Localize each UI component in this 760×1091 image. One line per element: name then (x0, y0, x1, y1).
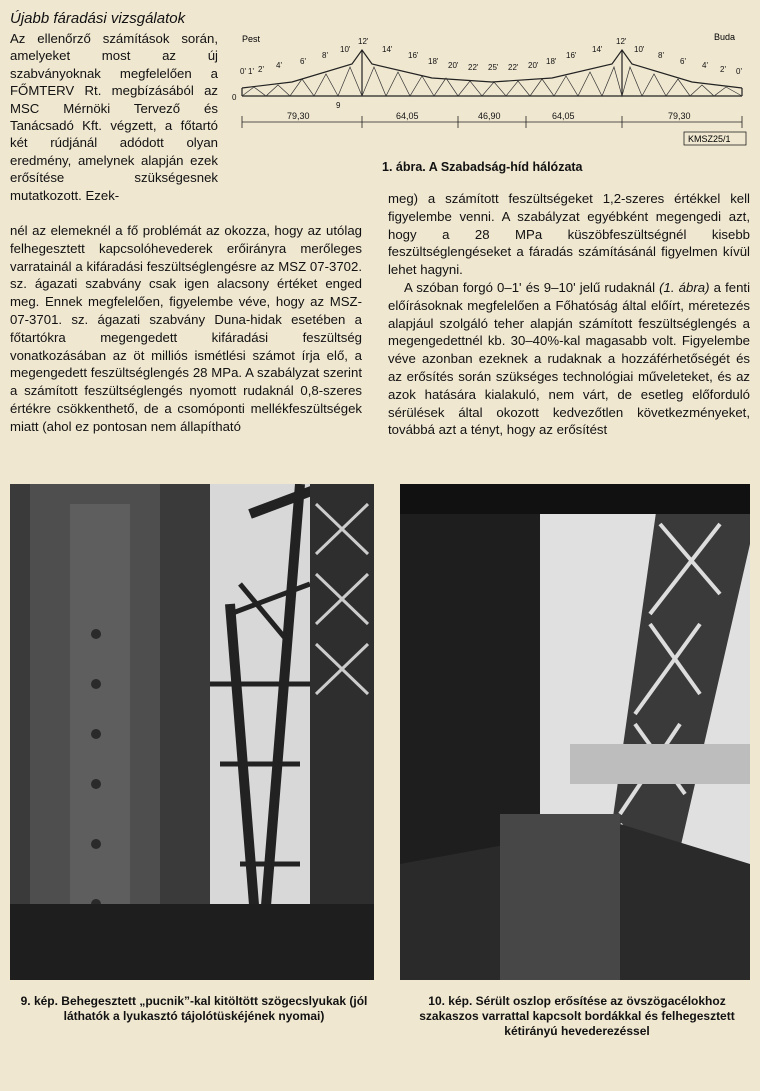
span-label: 46,90 (478, 111, 501, 121)
photo-column-reinforcement (400, 484, 750, 980)
node-label: 6' (680, 57, 686, 66)
section-title: Újabb fáradási vizsgálatok (10, 10, 186, 27)
lead-paragraph-continued: nél az elemeknél a fő problémát az okozza, hogy az utólag felhegesztett kapcsolóhevederek erőirányra merőleges varratainál a kifáradási feszültséglengésre az MSZ 07-3702. sz. ágazati szabvány csak igen alacsony értéket enged meg. Ennek megfelelően, figyelembe véve, hogy az MSZ-07-3701. sz. ágazati szabvány Duna-hidak esetében a főtartókra megengedett kifáradási feszültség vonatkozásában az öt milliós ismétlési számot írja elő, a megengedett feszültséglengés 28 MPa. A szabályzat szerint a számított feszültséglengés nyomott rudaknál 0,8-szeres értékre csökkenthető, de a csomóponti mellékfeszültségek miatt (ahol ez pontosan nem állapítható (10, 223, 362, 434)
node-label: 20' (528, 61, 539, 70)
node-label: 6' (300, 57, 306, 66)
node-label: 16' (566, 51, 577, 60)
span-label: 79,30 (668, 111, 691, 121)
node-label: 0' (736, 67, 742, 76)
span-label: 64,05 (396, 111, 419, 121)
truss-lines (242, 50, 742, 96)
node-label: 8' (322, 51, 328, 60)
bridge-network-diagram (232, 28, 752, 168)
pest-label: Pest (242, 34, 261, 44)
figure-reference: (1. ábra) (659, 279, 710, 295)
node-label: 22' (468, 63, 479, 72)
photo-welded-rivet-holes (10, 484, 374, 980)
right-paragraph-1: meg) a számított feszültségeket 1,2-szeres értékkel kell figyelembe venni. A szabályzat egyébként megengedi azt, hogy a 28 MPa küszöbfeszültségnél kisebb feszültséglengéseket a fáradás számításánál figyelmen kívül lehet hagyni. (388, 191, 750, 278)
node-labels (232, 37, 742, 110)
photo-caption-right: 10. kép. Sérült oszlop erősítése az övszögacélokhoz szakaszos varrattal kapcsolt bordákkal és felhegesztett kétirányú hevederezéssel (419, 994, 735, 1038)
node-label: 18' (428, 57, 439, 66)
node-label: 22' (508, 63, 519, 72)
node-label: 25' (488, 63, 499, 72)
node-label: 14' (382, 45, 393, 54)
node-label: 10' (340, 45, 351, 54)
right-paragraph-2 (388, 279, 750, 439)
node-label: 2' (720, 65, 726, 74)
node-label: 16' (408, 51, 419, 60)
node-label: 14' (592, 45, 603, 54)
lead-paragraph: Az ellenőrző számítások során, amelyeket most az új szabványoknak megfelelően a FŐMTERV Rt. megbízásából az MSC Mérnöki Tervező és Tanácsadó Kft. végzett, a főtartó két rúdjánál adódott olyan eredmény, amelynek alapján ezek erősítése szükségesnek mutatkozott. Ezek- (10, 31, 218, 203)
node-label-bottom: 0 (232, 93, 237, 102)
photo-caption-left: 9. kép. Behegesztett „pucnik”-kal kitöltött szögecslyukak (jól láthatók a lyukasztó tájolótüskéjének nyomai) (20, 994, 368, 1023)
code-box-label: KMSZ25/1 (688, 134, 731, 144)
span-label: 64,05 (552, 111, 575, 121)
node-label: 18' (546, 57, 557, 66)
right-paragraph-2-rest: a fenti előírásoknak megfelelően a Főhatóság által előírt, méretezés alapjául szolgáló teher alapján számított feszültséglengés a megengedettnél kb. 30–40%-kal magasabb volt. Figyelembe véve azonban ezeknek a rudaknak a hozzáférhetőségét és az erősítés során szükséges technológiai műveleteket, és az azok hatására kialakuló, nem várt, de esetleg előforduló sérülések által okozott kedvezőtlen következményeket, továbbá azt a tényt, hogy az erősítést (388, 279, 750, 438)
node-label: 1' (248, 67, 254, 76)
node-label: 4' (702, 61, 708, 70)
figure-caption: 1. ábra. A Szabadság-híd hálózata (382, 160, 583, 174)
node-label: 4' (276, 61, 282, 70)
node-label: 8' (658, 51, 664, 60)
right-paragraph-2-start: A szóban forgó 0–1' és 9–10' jelű rudaknál (404, 279, 660, 295)
node-label: 10' (634, 45, 645, 54)
node-label: 20' (448, 61, 459, 70)
node-label: 0' (240, 67, 246, 76)
node-label: 12' (358, 37, 369, 46)
node-label-bottom: 9 (336, 101, 341, 110)
span-label: 79,30 (287, 111, 310, 121)
node-label: 12' (616, 37, 627, 46)
node-label: 2' (258, 65, 264, 74)
buda-label: Buda (714, 32, 736, 42)
right-column (388, 190, 750, 439)
